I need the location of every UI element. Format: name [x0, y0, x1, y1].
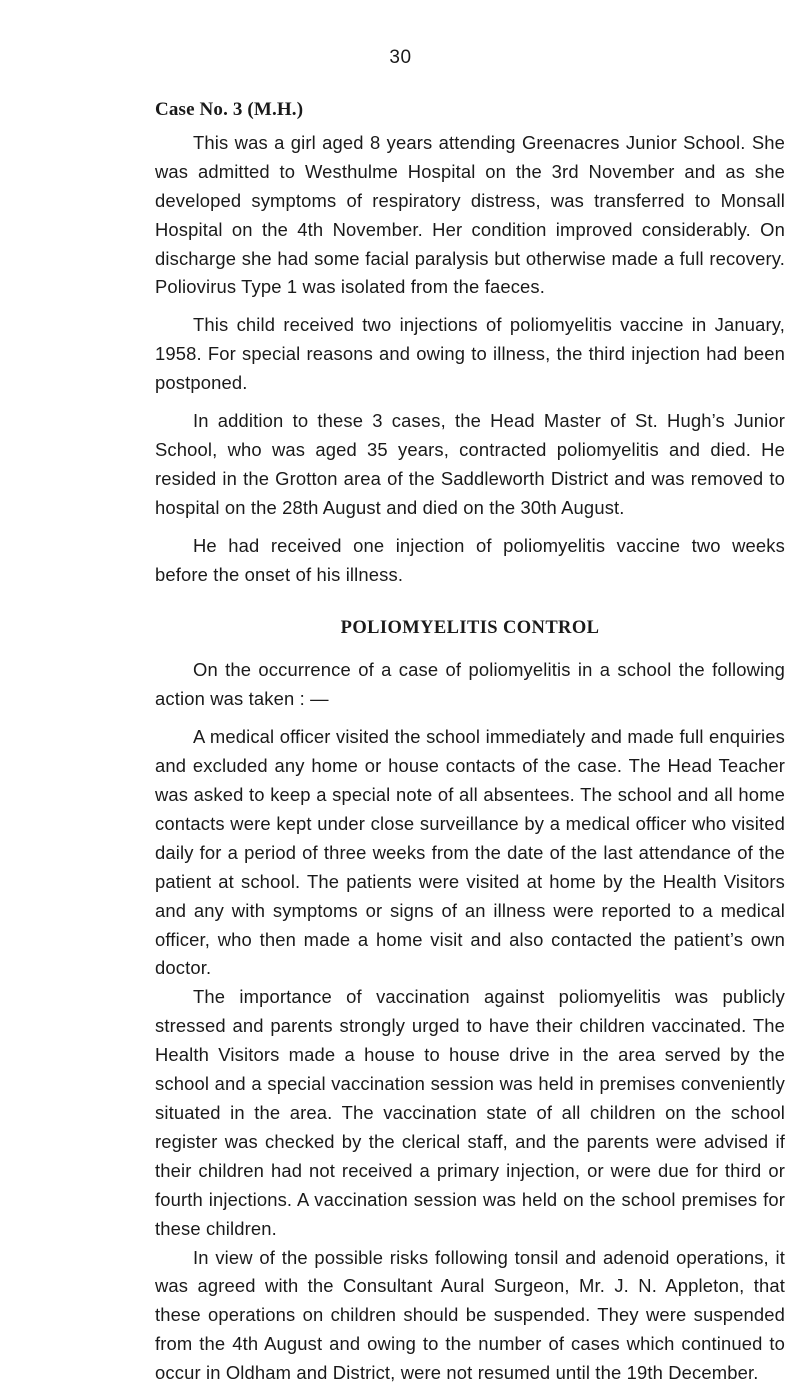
case-paragraph-1: This was a girl aged 8 years attending Greenacres Junior School. She was admitted to Westhulme Hospital on the 3rd November and as she developed symptoms of respiratory distress, was transferred to Monsall Hospital on the 4th November. Her condition improved considerably. On discharge she had some facial paralysis but otherwise made a full recovery. Poliovirus Type 1 was isolated from the faeces.: [155, 131, 785, 298]
control-paragraph-2: A medical officer visited the school immediately and made full enquiries and excluded any home or house contacts of the case. The Head Teacher was asked to keep a special note of all absentees. The school and all home contacts were kept under close surveillance by a medical officer who visited daily for a period of three weeks from the date of the last attendance of the patient at school. The patients were visited at home by the Health Visitors and any with symptoms or signs of an illness were reported to a medical officer, who then made a home visit and also contacted the patient’s own doctor.: [155, 726, 785, 979]
page-content: [155, 96, 785, 1388]
page-number: 30: [389, 47, 412, 68]
case-paragraph-4: He had received one injection of poliomyelitis vaccine two weeks before the onset of his illness.: [155, 534, 785, 585]
control-paragraph-3: The importance of vaccination against poliomyelitis was publicly stressed and parents strongly urged to have their children vaccinated. The Health Visitors made a house to house drive in the area served by the school and a special vaccination session was held in premises conveniently situated in the area. The vaccination state of all children on the school register was checked by the clerical staff, and the parents were advised if their children had not received a primary injection, or were due for third or fourth injections. A vaccination session was held on the school premises for these children.: [155, 986, 785, 1239]
control-paragraph-4: In view of the possible risks following tonsil and adenoid operations, it was agreed with the Consultant Aural Surgeon, Mr. J. N. Appleton, that these operations on children should be suspended. They were suspended from the 4th August and owing to the number of cases which continued to occur in Oldham and District, were not resumed until the 19th December.: [155, 1246, 785, 1384]
section-title-poliomyelitis-control: POLIOMYELITIS CONTROL: [340, 617, 600, 638]
case-heading: Case No. 3 (M.H.): [155, 99, 304, 120]
case-paragraph-2: This child received two injections of poliomyelitis vaccine in January, 1958. For special reasons and owing to illness, the third injection had been postponed.: [155, 314, 785, 394]
case-paragraph-3: In addition to these 3 cases, the Head Master of St. Hugh’s Junior School, who was aged 35 years, contracted poliomyelitis and died. He resided in the Grotton area of the Saddleworth District and was removed to hospital on the 28th August and died on the 30th August.: [155, 410, 785, 518]
control-paragraph-1: On the occurrence of a case of poliomyelitis in a school the following action was taken : —: [155, 659, 785, 710]
